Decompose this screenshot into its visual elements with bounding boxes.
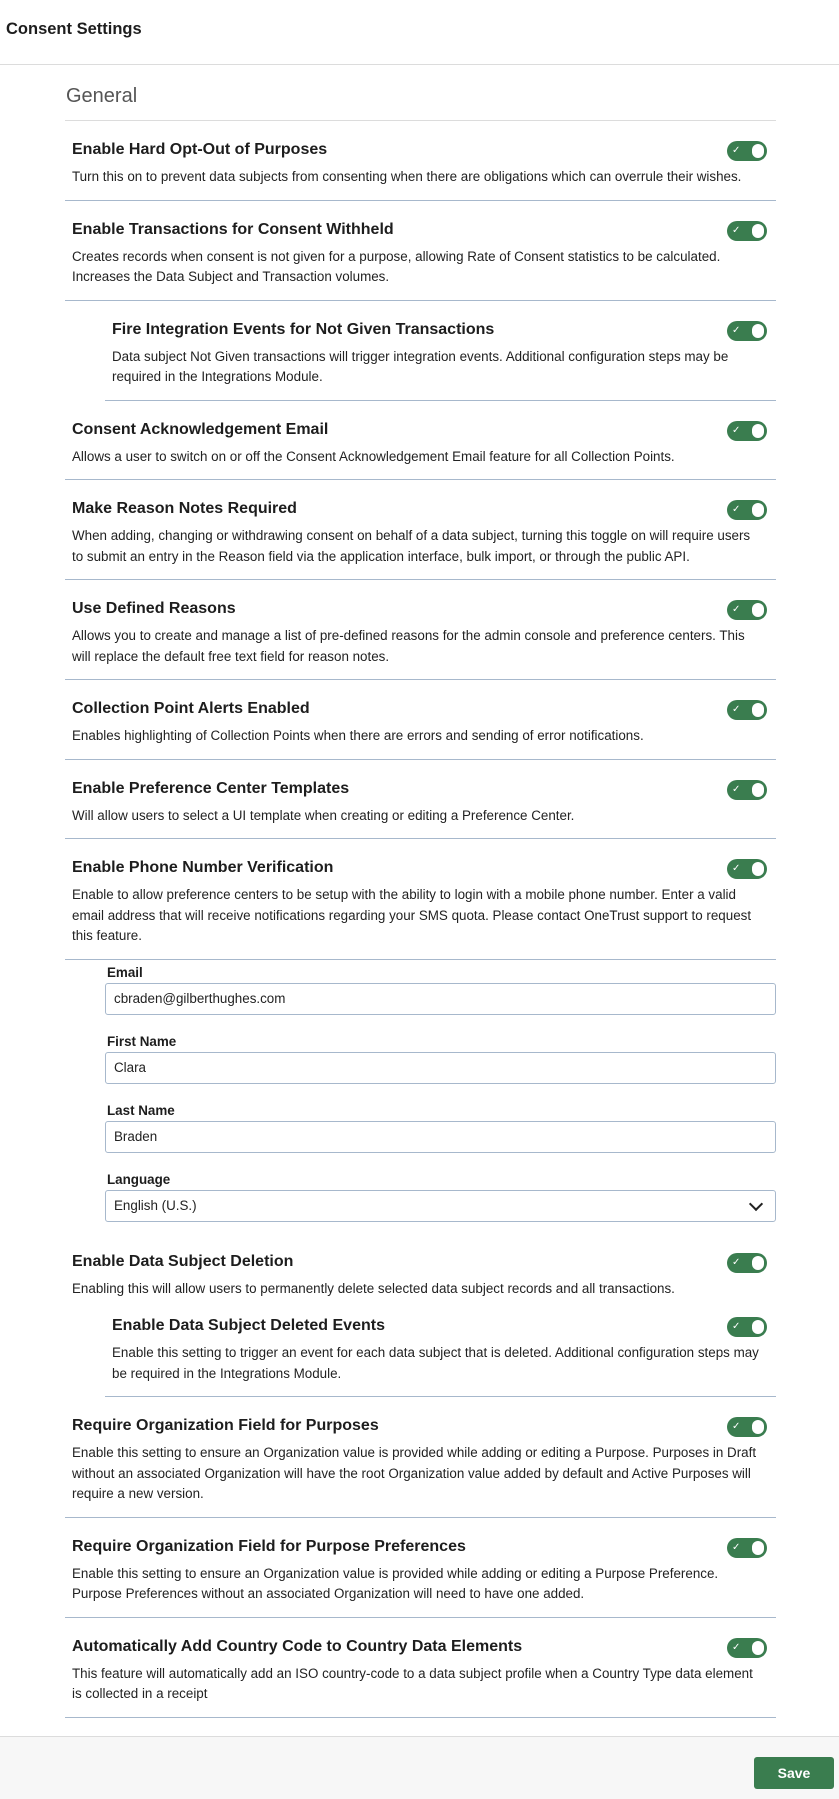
- setting-description: Enable this setting to ensure an Organization value is provided while adding or editing a Purpose Preference. Purpose Preferences without an associated Organization will need to have one added.: [72, 1565, 719, 1601]
- setting-toggle[interactable]: [727, 600, 767, 620]
- email-input[interactable]: [105, 983, 776, 1015]
- setting-row-phone-number-verification: [65, 839, 776, 960]
- setting-row-hard-opt-out: [65, 121, 776, 201]
- setting-toggle[interactable]: [727, 321, 767, 341]
- setting-title: Enable Phone Number Verification: [72, 859, 334, 876]
- setting-row-transactions-consent-withheld: [65, 201, 776, 301]
- setting-row-data-subject-deleted-events: [105, 1307, 776, 1397]
- language-label: Language: [107, 1171, 171, 1187]
- setting-description: Data subject Not Given transactions will trigger integration events. Additional configuration steps may be required in the Integrations Module.: [112, 348, 729, 384]
- language-value: English (U.S.): [114, 1197, 197, 1213]
- toggle-knob: [752, 862, 764, 876]
- setting-toggle[interactable]: [727, 1638, 767, 1658]
- toggle-knob: [752, 703, 764, 717]
- check-icon: ✓: [732, 504, 741, 515]
- toggle-knob: [752, 1320, 764, 1334]
- first-name-label: First Name: [107, 1033, 177, 1049]
- chevron-down-icon: [749, 1196, 763, 1210]
- setting-description: Creates records when consent is not given for a purpose, allowing Rate of Consent statistics to be calculated. Increases the Data Subject and Transaction volumes.: [72, 248, 721, 284]
- check-icon: ✓: [732, 604, 741, 615]
- setting-toggle[interactable]: [727, 859, 767, 879]
- setting-description: Will allow users to select a UI template when creating or editing a Preference Center.: [72, 807, 575, 823]
- setting-title: Enable Hard Opt-Out of Purposes: [72, 141, 328, 158]
- setting-description: Enabling this will allow users to permanently delete selected data subject records and all transactions.: [72, 1280, 675, 1296]
- toggle-knob: [752, 1641, 764, 1655]
- footer-bar: [0, 1736, 839, 1799]
- toggle-knob: [752, 1420, 764, 1434]
- setting-row-defined-reasons: [65, 580, 776, 680]
- setting-toggle[interactable]: [727, 1538, 767, 1558]
- check-icon: ✓: [732, 1421, 741, 1432]
- sms-notification-form: [105, 960, 776, 1233]
- toggle-knob: [752, 603, 764, 617]
- check-icon: ✓: [732, 1321, 741, 1332]
- save-button[interactable]: Save: [754, 1757, 834, 1789]
- setting-toggle[interactable]: [727, 700, 767, 720]
- setting-toggle[interactable]: [727, 780, 767, 800]
- setting-description: Enable this setting to ensure an Organization value is provided while adding or editing a Purpose. Purposes in Draft without an associated Organization will have the root Organization value added by default and Active Purposes will require a new version.: [72, 1445, 757, 1501]
- setting-row-fire-integration-events: [105, 301, 776, 401]
- check-icon: ✓: [732, 863, 741, 874]
- setting-toggle[interactable]: [727, 1317, 767, 1337]
- setting-title: Enable Data Subject Deleted Events: [112, 1317, 385, 1334]
- check-icon: ✓: [732, 224, 741, 236]
- setting-description: Enable this setting to trigger an event for each data subject that is deleted. Additional configuration steps may be required in the Integrations Module.: [112, 1345, 759, 1381]
- setting-row-consent-ack-email: [65, 401, 776, 481]
- setting-title: Make Reason Notes Required: [72, 500, 297, 517]
- setting-title: Enable Data Subject Deletion: [72, 1252, 294, 1270]
- setting-description: Enables highlighting of Collection Points when there are errors and sending of error notifications.: [72, 728, 644, 743]
- page-title: Consent Settings: [6, 20, 142, 38]
- setting-description: Enable to allow preference centers to be setup with the ability to login with a mobile phone number. Enter a valid email address that will receive notifications regarding your SMS quota. Please contact OneTrust support to request this feature.: [72, 887, 752, 943]
- setting-title: Use Defined Reasons: [72, 600, 236, 617]
- toggle-knob: [752, 424, 764, 438]
- setting-row-collection-point-alerts: [65, 680, 776, 760]
- page-header: [0, 0, 839, 65]
- setting-description: Allows a user to switch on or off the Consent Acknowledgement Email feature for all Collection Points.: [72, 448, 675, 464]
- toggle-knob: [752, 144, 764, 158]
- email-label: Email: [107, 964, 143, 980]
- check-icon: ✓: [732, 704, 741, 715]
- last-name-input[interactable]: [105, 1121, 776, 1153]
- toggle-knob: [752, 324, 764, 338]
- setting-title: Collection Point Alerts Enabled: [72, 700, 310, 717]
- last-name-label: Last Name: [107, 1102, 175, 1118]
- setting-description: When adding, changing or withdrawing consent on behalf of a data subject, turning this toggle on will require users to submit an entry in the Reason field via the application interface, bulk import, or through the public API.: [72, 528, 751, 564]
- language-select[interactable]: [105, 1190, 776, 1222]
- setting-toggle[interactable]: [727, 141, 767, 161]
- setting-description: Turn this on to prevent data subjects from consenting when there are obligations which can overrule their wishes.: [72, 169, 742, 184]
- setting-toggle[interactable]: [727, 1253, 767, 1273]
- setting-row-auto-country-code: [65, 1618, 776, 1718]
- setting-title: Enable Transactions for Consent Withheld: [72, 220, 394, 238]
- setting-row-preference-center-templates: [65, 760, 776, 840]
- setting-title: Require Organization Field for Purposes: [72, 1417, 379, 1434]
- setting-toggle[interactable]: [727, 1417, 767, 1437]
- check-icon: ✓: [732, 783, 741, 795]
- setting-title: Fire Integration Events for Not Given Transactions: [112, 320, 495, 338]
- setting-title: Automatically Add Country Code to Country Data Elements: [72, 1637, 523, 1655]
- check-icon: ✓: [732, 324, 741, 336]
- setting-row-org-field-purpose-preferences: [65, 1518, 776, 1618]
- check-icon: ✓: [732, 1641, 741, 1653]
- setting-row-reason-notes-required: [65, 480, 776, 580]
- check-icon: ✓: [732, 1256, 741, 1268]
- settings-content: [65, 65, 776, 1718]
- check-icon: ✓: [732, 1541, 741, 1553]
- setting-title: Require Organization Field for Purpose Preferences: [72, 1537, 466, 1555]
- toggle-knob: [752, 503, 764, 517]
- setting-row-org-field-purposes: [65, 1397, 776, 1518]
- setting-title: Consent Acknowledgement Email: [72, 420, 329, 438]
- section-title: General: [65, 65, 776, 121]
- check-icon: ✓: [732, 424, 741, 436]
- setting-title: Enable Preference Center Templates: [72, 779, 350, 797]
- check-icon: ✓: [732, 145, 741, 156]
- setting-toggle[interactable]: [727, 500, 767, 520]
- setting-toggle[interactable]: [727, 221, 767, 241]
- toggle-knob: [752, 224, 764, 238]
- setting-description: Allows you to create and manage a list of pre-defined reasons for the admin console and preference centers. This will replace the default free text field for reason notes.: [72, 628, 745, 664]
- setting-toggle[interactable]: [727, 421, 767, 441]
- setting-row-data-subject-deletion: [65, 1233, 776, 1308]
- toggle-knob: [752, 1541, 764, 1555]
- toggle-knob: [752, 1256, 764, 1270]
- toggle-knob: [752, 783, 764, 797]
- setting-description: This feature will automatically add an ISO country-code to a data subject profile when a Country Type data element is collected in a receipt: [72, 1665, 753, 1701]
- first-name-input[interactable]: [105, 1052, 776, 1084]
